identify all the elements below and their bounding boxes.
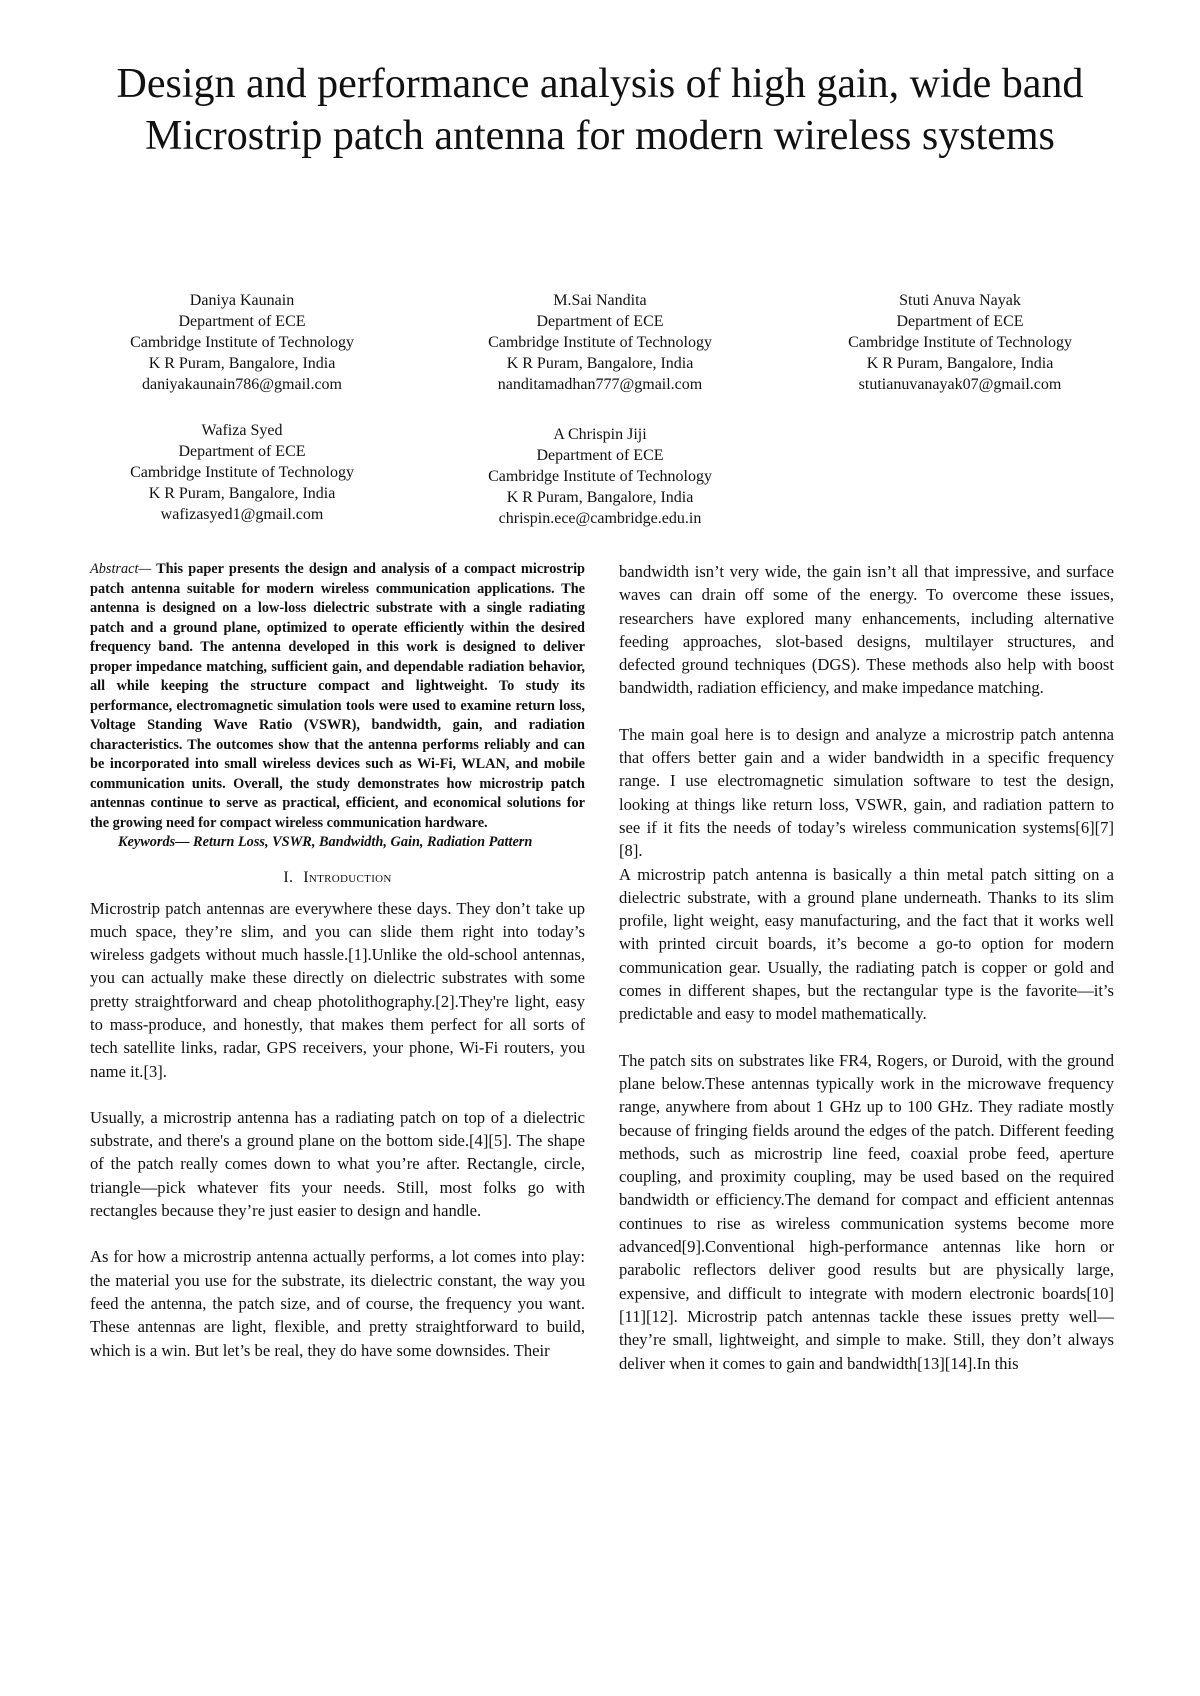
author-institution: Cambridge Institute of Technology: [488, 334, 712, 351]
author-address: K R Puram, Bangalore, India: [148, 485, 336, 502]
author-block-4: [72, 420, 412, 525]
author-institution: Cambridge Institute of Technology: [130, 464, 354, 481]
author-department: Department of ECE: [536, 447, 664, 464]
author-email: nanditamadhan777@gmail.com: [497, 376, 703, 393]
abstract-lead: Abstract—: [90, 561, 152, 577]
body-paragraph: As for how a microstrip antenna actually performs, a lot comes into play: the material you use for the substrate, its dielectric constant, the way you feed the antenna, the patch size, and of course, the frequency you want. These antennas are light, flexible, and pretty straightforward to build, which is a win. But let’s be real, they do have some downsides. Their: [90, 1247, 585, 1360]
author-block-5: [430, 424, 770, 529]
section-title: Introduction: [303, 868, 392, 886]
author-institution: Cambridge Institute of Technology: [848, 334, 1072, 351]
author-address: K R Puram, Bangalore, India: [506, 489, 694, 506]
author-block-1: [72, 290, 412, 395]
author-name: Daniya Kaunain: [189, 292, 295, 309]
author-block-2: [430, 290, 770, 395]
author-block-3: [790, 290, 1130, 395]
body-paragraph: A microstrip patch antenna is basically a thin metal patch sitting on a dielectric substrate, with a ground plane underneath. Thanks to its slim profile, light weight, easy manufacturing, and the fact that it works well with printed circuit boards, it’s become a go-to option for modern communication gear. Usually, the radiating patch is copper or gold and comes in different shapes, but the rectangular type is the favorite—it’s predictable and easy to model mathematically.: [619, 864, 1114, 1024]
author-email: chrispin.ece@cambridge.edu.in: [498, 510, 702, 527]
author-email: daniyakaunain786@gmail.com: [141, 376, 342, 393]
author-address: K R Puram, Bangalore, India: [866, 355, 1054, 372]
author-institution: Cambridge Institute of Technology: [130, 334, 354, 351]
abstract: [90, 560, 585, 833]
author-department: Department of ECE: [896, 313, 1024, 330]
author-email: wafizasyed1@gmail.com: [160, 506, 324, 523]
keywords: Keywords— Return Loss, VSWR, Bandwidth, Gain, Radiation Pattern: [118, 834, 533, 850]
author-name: Wafiza Syed: [201, 422, 283, 439]
author-email: stutianuvanayak07@gmail.com: [858, 376, 1062, 393]
section-number: I.: [283, 868, 294, 886]
body-paragraph: The main goal here is to design and analyze a microstrip patch antenna that offers better gain and a wider bandwidth in a specific frequency range. I use electromagnetic simulation software to test the design, looking at things like return loss, VSWR, gain, and radiation pattern to see if it fits the needs of today’s wireless communication systems[6][7][8].: [619, 724, 1114, 861]
section-heading-introduction: [90, 867, 585, 889]
body-paragraph: Microstrip patch antennas are everywhere these days. They don’t take up much space, they’re slim, and you can slide them right into today’s wireless gadgets without much hassle.[1].Unlike the old-school antennas, you can actually make these directly on dielectric substrates with some pretty straightforward and cheap photolithography.[2].They're light, easy to mass-produce, and honestly, that makes them perfect for all sorts of tech satellite links, radar, GPS receivers, your phone, Wi-Fi routers, you name it.[3].: [90, 898, 585, 1081]
paper-title: Design and performance analysis of high gain, wide band Microstrip patch antenna for modern wireless systems: [116, 61, 1084, 159]
body-paragraph: bandwidth isn’t very wide, the gain isn’t all that impressive, and surface waves can drain off some of the energy. To overcome these issues, researchers have explored many enhancements, including alternative feeding approaches, slot-based designs, multilayer structures, and defected ground techniques (DGS). These methods also help with boost bandwidth, radiation efficiency, and make impedance matching.: [619, 562, 1114, 698]
author-name: Stuti Anuva Nayak: [899, 292, 1021, 309]
right-column: [619, 560, 1114, 1375]
author-name: A Chrispin Jiji: [553, 426, 647, 443]
author-name: M.Sai Nandita: [553, 292, 647, 309]
body-paragraph: Usually, a microstrip antenna has a radiating patch on top of a dielectric substrate, and there's a ground plane on the bottom side.[4][5]. The shape of the patch really comes down to what you’re after. Rectangle, circle, triangle—pick whatever fits your needs. Still, most folks go with rectangles because they’re just easier to design and handle.: [90, 1107, 585, 1221]
abstract-text: This paper presents the design and analysis of a compact microstrip patch antenna suitable for modern wireless communication applications. The antenna is designed on a low-loss dielectric substrate with a single radiating patch and a ground plane, optimized to operate efficiently within the desired frequency band. The antenna developed in this work is designed to deliver proper impedance matching, sufficient gain, and dependable radiation behavior, all while keeping the structure compact and lightweight. To study its performance, electromagnetic simulation tools were used to examine return loss, Voltage Standing Wave Ratio (VSWR), bandwidth, gain, and radiation characteristics. The outcomes show that the antenna performs reliably and can be incorporated into small wireless devices such as Wi-Fi, WLAN, and mobile communication units. Overall, the study demonstrates how microstrip patch antennas continue to serve as practical, efficient, and economical solutions for the growing need for compact wireless communication hardware.: [90, 561, 585, 831]
author-department: Department of ECE: [178, 313, 306, 330]
body-paragraph: The patch sits on substrates like FR4, Rogers, or Duroid, with the ground plane below.These antennas typically work in the microwave frequency range, anywhere from about 1 GHz up to 100 GHz. They radiate mostly because of fringing fields around the edges of the patch. Different feeding methods, such as microstrip line feed, coaxial probe feed, aperture coupling, and proximity coupling, may be used based on the required bandwidth or efficiency.The demand for compact and efficient antennas continues to rise as wireless communication systems become more advanced[9].Conventional high-performance antennas like horn or parabolic reflectors deliver good results but are physically large, expensive, and difficult to integrate with modern electronic boards[10][11][12]. Microstrip patch antennas tackle these issues pretty well—they’re small, lightweight, and simple to make. Still, they don’t always deliver when it comes to gain and bandwidth[13][14].In this: [619, 1050, 1114, 1373]
author-department: Department of ECE: [536, 313, 664, 330]
author-address: K R Puram, Bangalore, India: [148, 355, 336, 372]
left-column: [90, 560, 585, 1362]
author-address: K R Puram, Bangalore, India: [506, 355, 694, 372]
author-department: Department of ECE: [178, 443, 306, 460]
author-institution: Cambridge Institute of Technology: [488, 468, 712, 485]
